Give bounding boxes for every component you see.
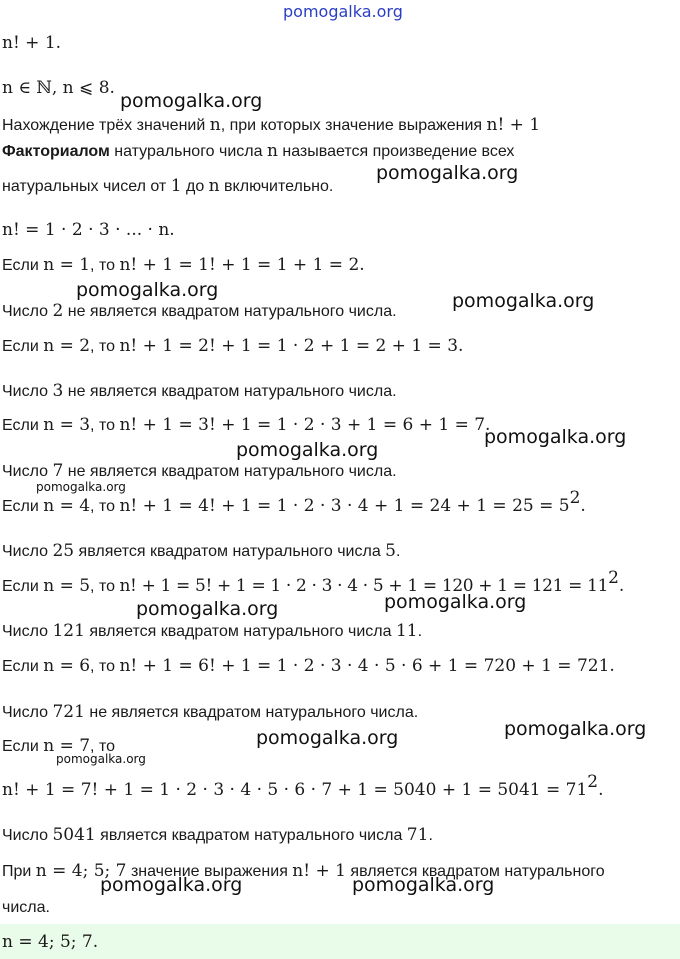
text: , то	[90, 738, 115, 755]
math: n	[266, 141, 278, 161]
text: Число	[2, 303, 53, 320]
text: Число	[2, 463, 53, 480]
watermark: pomogalka.org	[256, 727, 399, 749]
text: является квадратом натурального числа	[74, 543, 386, 560]
math: 7	[52, 461, 64, 481]
text: до	[181, 178, 209, 195]
math: n = 6	[43, 656, 91, 676]
text: натуральных чисел от	[2, 178, 171, 195]
answer: n = 4; 5; 7.	[2, 932, 99, 952]
conclusion-line	[2, 300, 397, 323]
math: n = 1	[43, 255, 91, 275]
conclusion-line	[2, 824, 433, 847]
case-line	[2, 655, 615, 678]
text: , то	[90, 578, 120, 595]
math: n! + 1 = 2! + 1 = 1 · 2 + 1 = 2 + 1 = 3.	[119, 336, 464, 356]
text: , при которых значение выражения	[220, 117, 487, 134]
summary-line-end: числа.	[2, 899, 50, 916]
watermark: pomogalka.org	[36, 480, 126, 494]
math: n! + 1	[486, 115, 541, 135]
math: n = 3	[43, 415, 91, 435]
text: , то	[90, 498, 120, 515]
text: При	[2, 863, 36, 880]
watermark: pomogalka.org	[384, 591, 527, 613]
conclusion-line	[2, 540, 400, 563]
text: не является квадратом натурального числа.	[63, 383, 397, 400]
text: является квадратом натурального числа	[84, 623, 396, 640]
text: Число	[2, 704, 53, 721]
watermark: pomogalka.org	[376, 162, 519, 184]
math: 3	[52, 381, 64, 401]
watermark: pomogalka.org	[352, 874, 495, 896]
watermark: pomogalka.org	[76, 279, 219, 301]
exponent: 2	[587, 772, 599, 792]
task-line	[2, 114, 540, 137]
text: Если	[2, 338, 44, 355]
math: n = 2	[43, 336, 91, 356]
watermark: pomogalka.org	[452, 290, 595, 312]
math: n	[209, 115, 221, 135]
text: натурального числа	[109, 143, 267, 160]
math: n! + 1 = 3! + 1 = 1 · 2 · 3 + 1 = 6 + 1 = 7.	[119, 415, 491, 435]
math: 1	[170, 176, 182, 196]
math: n = 5	[43, 576, 91, 596]
watermark: pomogalka.org	[236, 439, 379, 461]
math: n = 4	[43, 496, 91, 516]
math: 71	[406, 825, 429, 845]
case-line	[2, 335, 463, 358]
math: 25	[52, 541, 75, 561]
text: не является квадратом натурального числа.	[63, 463, 397, 480]
text: значение выражения	[126, 863, 293, 880]
math: 121	[52, 621, 85, 641]
watermark: pomogalka.org	[484, 426, 627, 448]
case-expression	[2, 772, 604, 802]
expression: n! + 1.	[2, 33, 62, 53]
conclusion-line	[2, 460, 397, 483]
term-bold: Факториалом	[2, 143, 110, 160]
math: n! + 1 = 1! + 1 = 1 + 1 = 2.	[119, 255, 365, 275]
watermark-top: pomogalka.org	[283, 2, 403, 21]
text: Число	[2, 543, 53, 560]
case-line	[2, 735, 115, 758]
math: n! + 1	[292, 861, 346, 881]
text: Если	[2, 738, 44, 755]
text: Если	[2, 658, 44, 675]
math: 721	[52, 702, 85, 722]
text: Число	[2, 383, 53, 400]
math: 5041	[52, 825, 96, 845]
watermark: pomogalka.org	[120, 90, 263, 112]
condition: n ∈ ℕ, n ⩽ 8.	[2, 78, 115, 98]
math: 5	[385, 541, 396, 561]
period: .	[580, 496, 586, 516]
math: n = 4; 5; 7	[35, 861, 127, 881]
period: .	[396, 543, 401, 560]
math: n! + 1 = 6! + 1 = 1 · 2 · 3 · 4 · 5 · 6 + 1 = 720 + 1 = 721.	[119, 656, 615, 676]
factorial-formula: n! = 1 · 2 · 3 · ... · n.	[2, 220, 175, 240]
text: является квадратом натурального числа	[95, 827, 407, 844]
case-line	[2, 568, 625, 598]
text: является квадратом натурального	[345, 863, 605, 880]
math: n! + 1 = 4! + 1 = 1 · 2 · 3 · 4 + 1 = 24 + 1 = 25 = 5	[119, 496, 570, 516]
text: не является квадратом натурального числа.	[63, 303, 397, 320]
text: , то	[90, 338, 120, 355]
text: Число	[2, 827, 53, 844]
conclusion-line	[2, 701, 418, 724]
text: Если	[2, 417, 44, 434]
watermark: pomogalka.org	[100, 874, 243, 896]
definition-line	[2, 140, 514, 163]
watermark: pomogalka.org	[56, 752, 146, 766]
math: n! + 1 = 7! + 1 = 1 · 2 · 3 · 4 · 5 · 6 · 7 + 1 = 5040 + 1 = 5041 = 71	[2, 780, 588, 800]
text: Число	[2, 623, 53, 640]
text: , то	[90, 257, 120, 274]
text: Если	[2, 498, 44, 515]
period: .	[618, 576, 625, 596]
text: Если	[2, 257, 44, 274]
math: 2	[52, 301, 64, 321]
exponent: 2	[608, 568, 619, 588]
text: Если	[2, 578, 44, 595]
summary-line	[2, 860, 605, 883]
text: включительно.	[219, 178, 334, 195]
math: n	[208, 176, 220, 196]
case-line	[2, 488, 586, 518]
conclusion-line	[2, 620, 422, 643]
exponent: 2	[569, 488, 581, 508]
answer-box	[0, 924, 680, 959]
period: .	[598, 780, 604, 800]
text: называется произведение всех	[277, 143, 515, 160]
case-line	[2, 414, 490, 437]
text: , то	[90, 658, 120, 675]
math: 11	[395, 621, 418, 641]
watermark: pomogalka.org	[504, 718, 647, 740]
definition-line	[2, 175, 333, 198]
case-line	[2, 254, 365, 277]
period: .	[428, 827, 433, 844]
text: Нахождение трёх значений	[2, 117, 210, 134]
math: n! + 1 = 5! + 1 = 1 · 2 · 3 · 4 · 5 + 1 = 120 + 1 = 121 = 11	[119, 576, 609, 596]
text: не является квадратом натурального числа.	[84, 704, 419, 721]
math: n = 7	[43, 736, 91, 756]
conclusion-line	[2, 380, 397, 403]
text: , то	[90, 417, 120, 434]
period: .	[417, 623, 423, 640]
watermark: pomogalka.org	[136, 598, 279, 620]
